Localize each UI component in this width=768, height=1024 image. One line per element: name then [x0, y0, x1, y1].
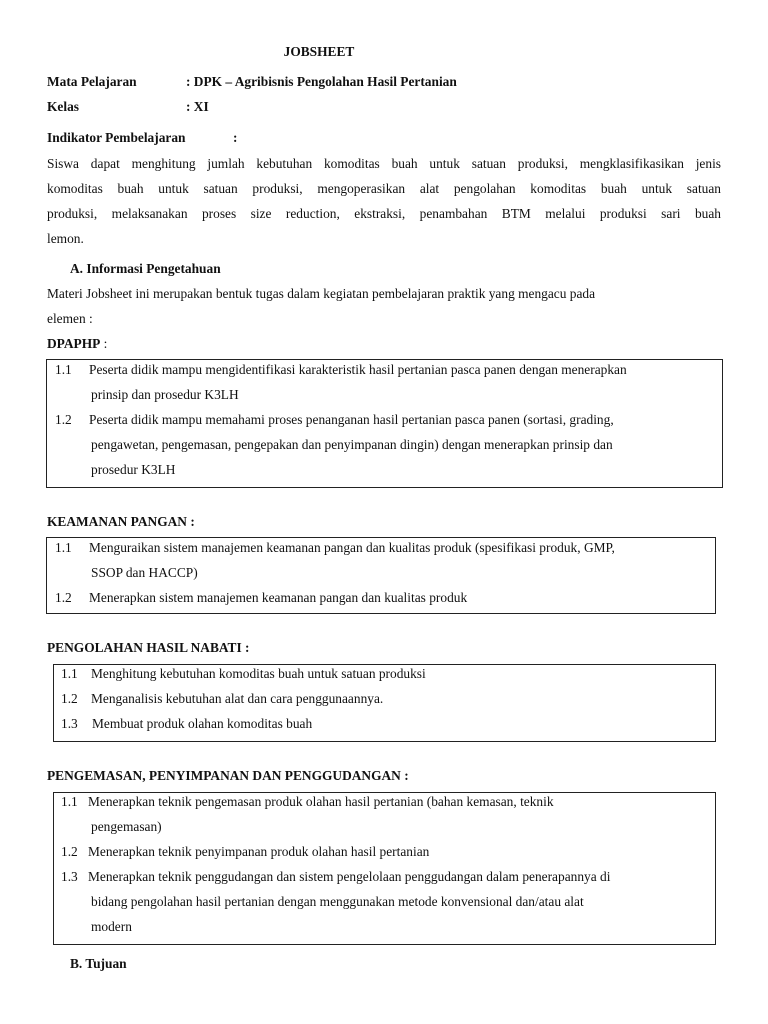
indicator-line: lemon. — [47, 231, 84, 246]
section-a-intro: elemen : — [47, 311, 93, 326]
item-text: Menghitung kebutuhan komoditas buah untuk satuan produksi — [91, 666, 426, 681]
indicator-colon: : — [233, 130, 238, 145]
item-number: 1.2 — [55, 590, 72, 605]
item-text: Membuat produk olahan komoditas buah — [92, 716, 313, 731]
nabati-heading: PENGOLAHAN HASIL NABATI : — [47, 640, 250, 655]
document-title: JOBSHEET — [283, 44, 355, 59]
indicator-label: Indikator Pembelajaran — [47, 130, 186, 145]
item-text: Menerapkan teknik penyimpanan produk olahan hasil pertanian — [88, 844, 430, 859]
item-number: 1.2 — [61, 691, 78, 706]
pengemasan-box — [53, 792, 716, 945]
item-number: 1.1 — [55, 540, 72, 555]
indicator-line: Siswa dapat menghitung jumlah kebutuhan komoditas buah untuk satuan produksi, mengklasifikasikan jenis — [47, 156, 721, 171]
item-number: 1.3 — [61, 869, 78, 884]
nabati-box — [53, 664, 716, 742]
pengemasan-heading: PENGEMASAN, PENYIMPANAN DAN PENGGUDANGAN : — [47, 768, 409, 783]
item-text: pengemasan) — [91, 819, 162, 834]
item-number: 1.1 — [55, 362, 72, 377]
section-a-intro: Materi Jobsheet ini merupakan bentuk tugas dalam kegiatan pembelajaran praktik yang mengacu pada — [47, 286, 596, 301]
section-a-heading: A. Informasi Pengetahuan — [70, 261, 221, 276]
item-number: 1.3 — [61, 716, 78, 731]
keamanan-box — [46, 537, 716, 614]
item-text: bidang pengolahan hasil pertanian dengan menggunakan metode konvensional dan/atau alat — [91, 894, 584, 909]
item-text: Menerapkan sistem manajemen keamanan pangan dan kualitas produk — [89, 590, 468, 605]
item-text: Menerapkan teknik penggudangan dan sistem pengelolaan penggudangan dalam penerapannya di — [88, 869, 611, 884]
item-number: 1.2 — [55, 412, 72, 427]
subject-value: : DPK – Agribisnis Pengolahan Hasil Pertanian — [186, 74, 457, 89]
class-value: : XI — [186, 99, 209, 114]
section-b-heading: B. Tujuan — [70, 956, 127, 971]
indicator-line: produksi, melaksanakan proses size reduction, ekstraksi, penambahan BTM melalui produksi sari buah — [47, 206, 721, 221]
dpaphp-heading — [47, 336, 107, 352]
subject-label: Mata Pelajaran — [47, 74, 137, 89]
item-text: pengawetan, pengemasan, pengepakan dan penyimpanan dingin) dengan menerapkan prinsip dan — [91, 437, 613, 452]
item-text: Menguraikan sistem manajemen keamanan pangan dan kualitas produk (spesifikasi produk, GMP, — [89, 540, 615, 555]
item-text: Peserta didik mampu memahami proses penanganan hasil pertanian pasca panen (sortasi, grading, — [89, 412, 614, 427]
item-text: Peserta didik mampu mengidentifikasi karakteristik hasil pertanian pasca panen dengan menerapkan — [89, 362, 627, 377]
item-number: 1.2 — [61, 844, 78, 859]
item-text: modern — [91, 919, 132, 934]
item-text: prosedur K3LH — [91, 462, 176, 477]
item-text: Menganalisis kebutuhan alat dan cara penggunaannya. — [91, 691, 384, 706]
keamanan-heading: KEAMANAN PANGAN : — [47, 514, 195, 529]
item-number: 1.1 — [61, 794, 78, 809]
dpaphp-colon: : — [100, 336, 108, 351]
class-label: Kelas — [47, 99, 79, 114]
dpaphp-label: DPAPHP — [47, 336, 101, 351]
item-number: 1.1 — [61, 666, 78, 681]
indicator-line: komoditas buah untuk satuan produksi, mengoperasikan alat pengolahan komoditas buah untuk satuan — [47, 181, 721, 196]
dpaphp-box — [46, 359, 723, 488]
item-text: SSOP dan HACCP) — [91, 565, 198, 580]
item-text: prinsip dan prosedur K3LH — [91, 387, 239, 402]
item-text: Menerapkan teknik pengemasan produk olahan hasil pertanian (bahan kemasan, teknik — [88, 794, 554, 809]
